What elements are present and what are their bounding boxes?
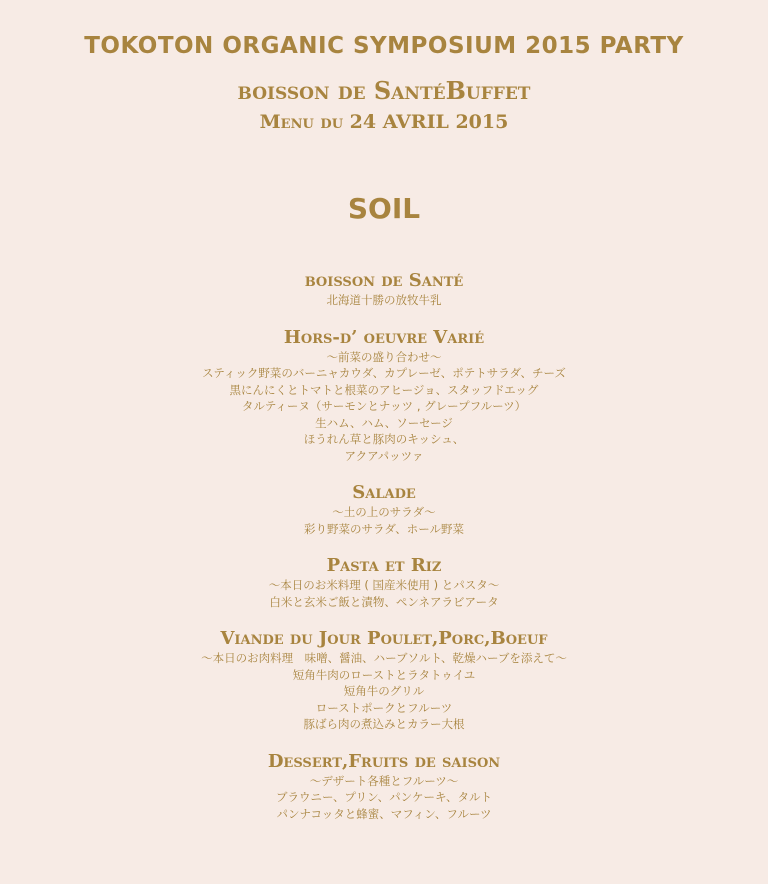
menu-item: パンナコッタと蜂蜜、マフィン、フルーツ (276, 806, 492, 821)
menu-item: ～デザート各種とフルーツ～ (309, 773, 459, 788)
section-heading: boisson de Santé (304, 270, 464, 291)
menu-item: 豚ばら肉の煮込みとカラー大根 (303, 717, 465, 731)
menu-section (0, 270, 768, 309)
section-heading: Viande du Jour Poulet,Porc,Boeuf (220, 628, 548, 649)
menu-item: 短角牛肉のローストとラタトゥイユ (292, 667, 476, 682)
menu-item: ～土の上のサラダ～ (332, 505, 436, 519)
event-title: TOKOTON ORGANIC SYMPOSIUM 2015 PARTY (84, 33, 684, 59)
section-heading: Salade (352, 482, 416, 503)
menu-section (0, 628, 768, 733)
menu-item: 短角牛のグリル (343, 684, 425, 698)
menu-item: ローストポークとフルーツ (315, 700, 453, 715)
menu-item: 生ハム、ハム、ソーセージ (315, 415, 453, 430)
menu-section (0, 555, 768, 610)
menu-item: 北海道十勝の放牧牛乳 (326, 293, 442, 307)
menu-date: Menu du 24 AVRIL 2015 (259, 111, 509, 133)
menu-sections (0, 270, 768, 822)
theme-title: SOIL (347, 192, 421, 225)
menu-subtitle: boisson de SantéBuffet (237, 76, 531, 105)
menu-section (0, 327, 768, 465)
menu-item: ほうれん草と豚肉のキッシュ、 (303, 432, 465, 446)
menu-item: ～本日のお肉料理 味噌、醤油、ハーブソルト、乾燥ハーブを添えて～ (201, 651, 567, 665)
section-heading: Dessert,Fruits de saison (267, 750, 501, 772)
menu-item: ～前菜の盛り合わせ～ (326, 349, 442, 364)
section-heading: Pasta et Riz (326, 555, 442, 576)
menu-item: タルティーヌ（サーモンとナッツ , グレープフルーツ） (241, 399, 527, 413)
menu-section (0, 482, 768, 537)
menu-item: 黒にんにくとトマトと根菜のアヒージョ、スタッフドエッグ (229, 382, 539, 397)
menu-item: ブラウニー、プリン、パンケーキ、タルト (276, 790, 492, 804)
menu-item: 白米と玄米ご飯と漬物、ペンネアラビアータ (269, 594, 499, 609)
section-heading: Hors-d’ oeuvre Varié (283, 326, 485, 348)
menu-item: アクアパッツァ (344, 448, 424, 463)
menu-item: ～本日のお米料理 ( 国産米使用 ) とパスタ～ (268, 578, 500, 592)
menu-section (0, 751, 768, 823)
menu-item: 彩り野菜のサラダ、ホール野菜 (304, 521, 464, 536)
menu-item: スティック野菜のバーニャカウダ、カプレーゼ、ポテトサラダ、チーズ (202, 366, 566, 380)
